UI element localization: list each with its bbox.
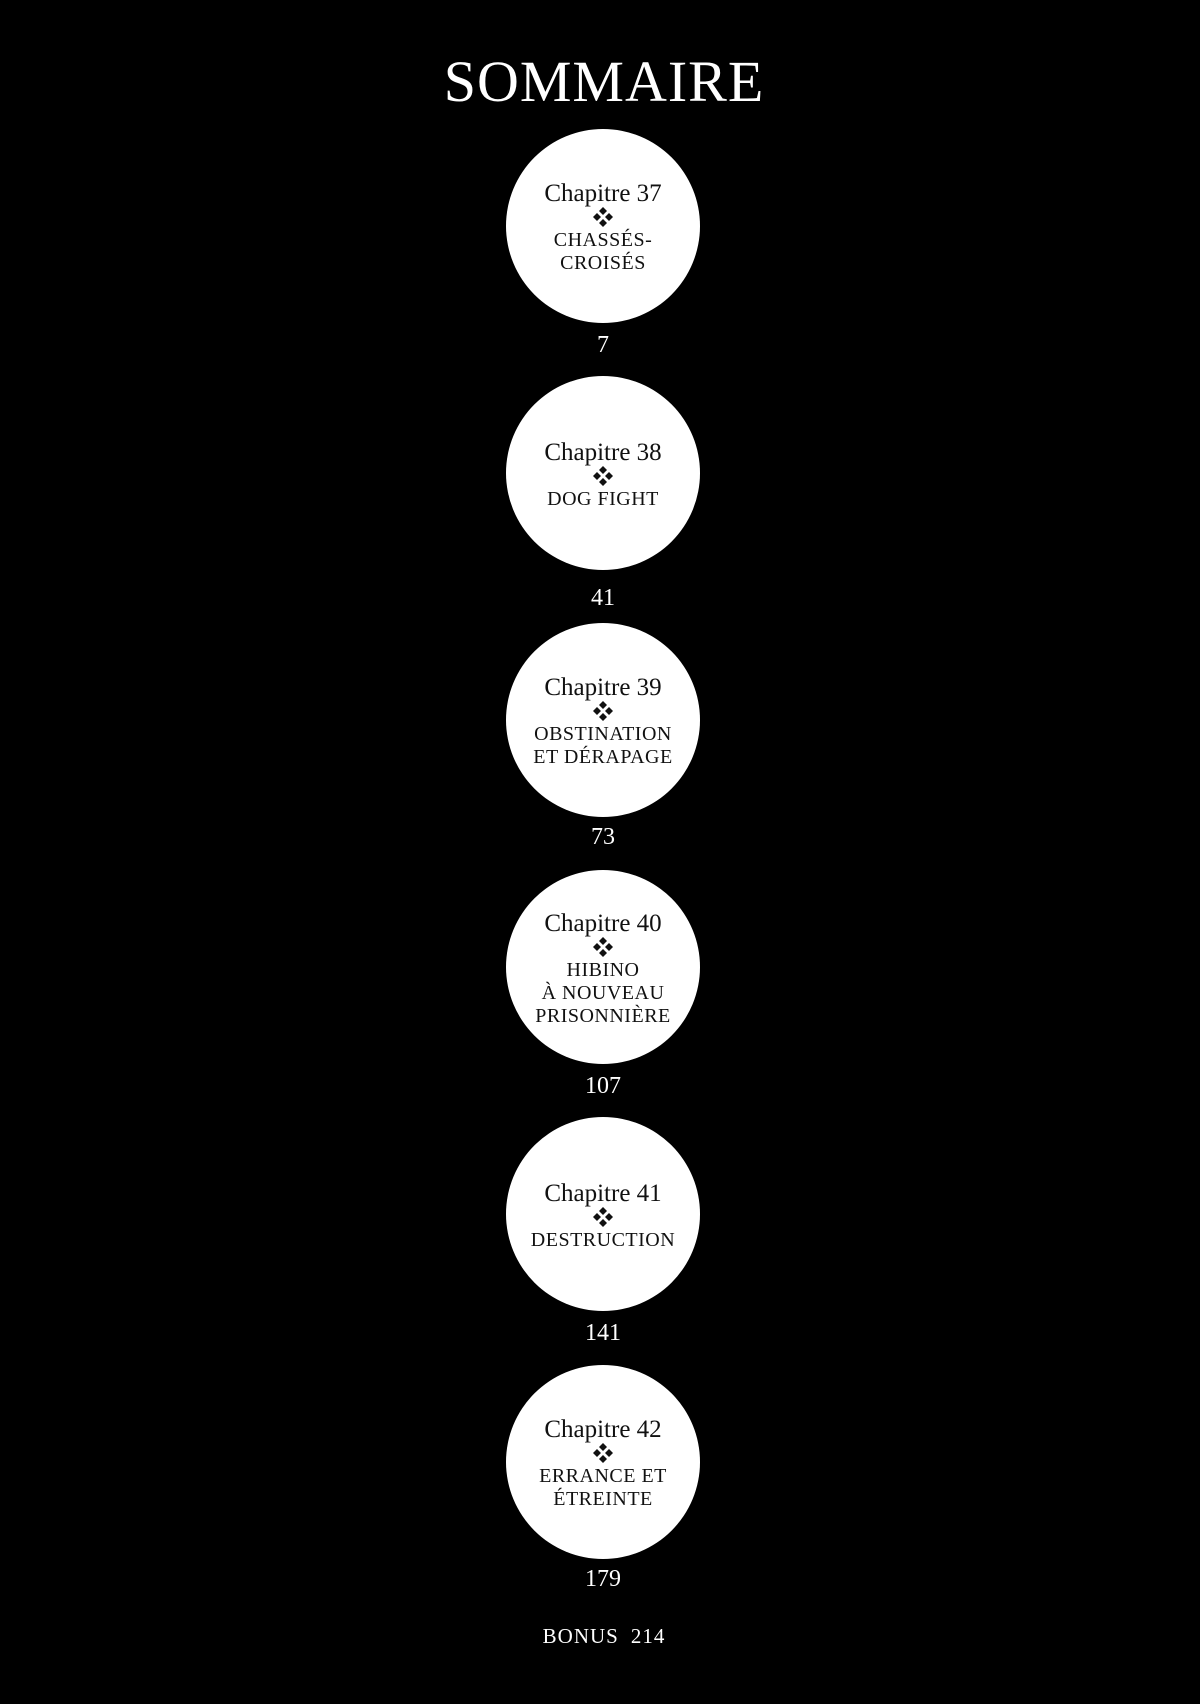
chapter-entry-37[interactable] [506, 129, 700, 359]
chapter-label: Chapitre 41 [544, 1179, 662, 1207]
bonus-page-number: 214 [630, 1624, 666, 1648]
chapter-label: Chapitre 37 [544, 180, 662, 207]
chapter-entry-42[interactable] [506, 1365, 700, 1593]
chapter-label: Chapitre 42 [544, 1416, 662, 1443]
chapter-circle [506, 1365, 700, 1559]
four-diamond-ornament-icon [592, 1206, 614, 1228]
chapter-title-line: ERRANCE ET [539, 1465, 667, 1487]
chapter-entry-41[interactable] [506, 1117, 700, 1347]
chapter-circle [506, 1117, 700, 1311]
chapter-page-number: 179 [585, 1566, 621, 1592]
chapter-title-line: ET DÉRAPAGE [533, 746, 673, 768]
chapter-title-line: PRISONNIÈRE [535, 1004, 671, 1027]
chapter-title-line: ÉTREINTE [553, 1488, 653, 1510]
chapter-label: Chapitre 40 [544, 909, 662, 937]
chapter-entry-38[interactable] [506, 376, 700, 612]
chapter-title-line: CROISÉS [560, 252, 646, 274]
chapter-circle [506, 376, 700, 570]
chapter-title-line: HIBINO [566, 958, 640, 981]
four-diamond-ornament-icon [592, 206, 614, 228]
bonus-entry[interactable] [0, 1622, 1200, 1650]
chapter-page-number: 73 [591, 824, 615, 850]
four-diamond-ornament-icon [592, 936, 614, 958]
bonus-label: BONUS [542, 1624, 619, 1648]
chapter-title-line: À NOUVEAU [541, 981, 665, 1004]
chapter-circle [506, 129, 700, 323]
chapter-title-line: DESTRUCTION [530, 1228, 676, 1251]
chapter-circle [506, 870, 700, 1064]
chapter-title-line: CHASSÉS- [553, 229, 653, 251]
four-diamond-ornament-icon [592, 1442, 614, 1464]
chapter-circle [506, 623, 700, 817]
page-title: SOMMAIRE [443, 49, 765, 114]
chapter-page-number: 7 [597, 332, 609, 358]
chapter-page-number: 107 [585, 1073, 621, 1099]
chapter-entry-39[interactable] [506, 623, 700, 851]
chapter-title-line: OBSTINATION [534, 723, 672, 745]
chapter-label: Chapitre 39 [544, 674, 662, 701]
chapter-entry-40[interactable] [506, 870, 700, 1100]
chapter-title-line: DOG FIGHT [547, 487, 659, 510]
chapter-page-number: 41 [591, 585, 615, 611]
chapter-label: Chapitre 38 [544, 438, 662, 466]
four-diamond-ornament-icon [592, 700, 614, 722]
chapter-page-number: 141 [585, 1320, 621, 1346]
four-diamond-ornament-icon [592, 465, 614, 487]
